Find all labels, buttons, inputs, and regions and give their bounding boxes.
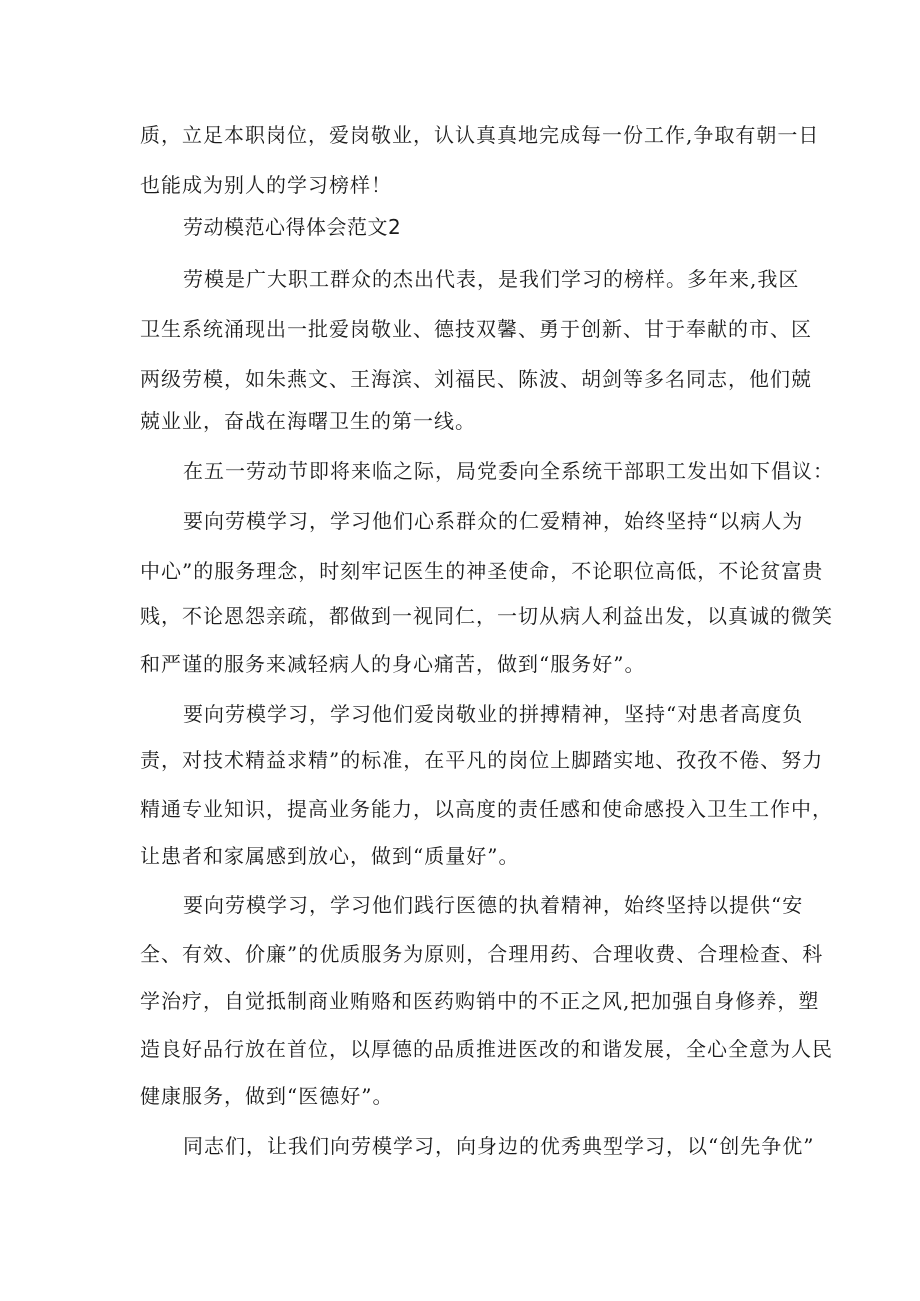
- body-text-line: 学治疗，自觉抵制商业贿赂和医药购销中的不正之风,把加强自身修养，塑: [140, 989, 820, 1013]
- body-text-line: 责，对技术精益求精”的标准，在平凡的岗位上脚踏实地、孜孜不倦、努力: [140, 748, 824, 772]
- body-text-line: 要向劳模学习，学习他们心系群众的仁爱精神，始终坚持“以病人为: [183, 509, 804, 533]
- body-text-line: 要向劳模学习，学习他们爱岗敬业的拼搏精神，坚持“对患者高度负: [183, 702, 804, 726]
- body-text-line: 同志们，让我们向劳模学习，向身边的优秀典型学习，以“创先争优”: [183, 1134, 815, 1158]
- body-text-line: 贱，不论恩怨亲疏，都做到一视同仁，一切从病人利益出发，以真诚的微笑: [140, 604, 833, 628]
- body-text-line: 造良好品行放在首位，以厚德的品质推进医改的和谐发展，全心全意为人民: [140, 1037, 833, 1061]
- body-text-line: 也能成为别人的学习榜样！: [140, 173, 392, 197]
- body-text-line: 健康服务，做到“医德好”。: [140, 1084, 394, 1108]
- body-text-line: 让患者和家属感到放心，做到“质量好”。: [140, 844, 520, 868]
- body-text-line: 兢业业，奋战在海曙卫生的第一线。: [140, 409, 476, 433]
- body-text-line: 中心”的服务理念，时刻牢记医生的神圣使命，不论职位高低，不论贫富贵: [140, 559, 824, 583]
- body-text-line: 两级劳模，如朱燕文、王海滨、刘福民、陈波、胡剑等多名同志，他们兢: [140, 367, 812, 391]
- section-heading: 劳动模范心得体会范文2: [183, 215, 402, 239]
- body-text-line: 和严谨的服务来减轻病人的身心痛苦，做到“服务好”。: [140, 652, 646, 676]
- body-text-line: 全、有效、价廉”的优质服务为原则，合理用药、合理收费、合理检查、科: [140, 942, 824, 966]
- body-text-line: 精通专业知识，提高业务能力，以高度的责任感和使命感投入卫生工作中，: [140, 797, 833, 821]
- body-text-line: 要向劳模学习，学习他们践行医德的执着精神，始终坚持以提供“安: [183, 893, 804, 917]
- body-text-line: 质，立足本职岗位，爱岗敬业，认认真真地完成每一份工作,争取有朝一日: [140, 123, 820, 147]
- body-text-line: 卫生系统涌现出一批爱岗敬业、德技双馨、勇于创新、甘于奉献的市、区: [140, 317, 812, 341]
- body-text-line: 在五一劳动节即将来临之际，局党委向全系统干部职工发出如下倡议：: [183, 459, 834, 483]
- body-text-line: 劳模是广大职工群众的杰出代表，是我们学习的榜样。多年来,我区: [183, 267, 800, 291]
